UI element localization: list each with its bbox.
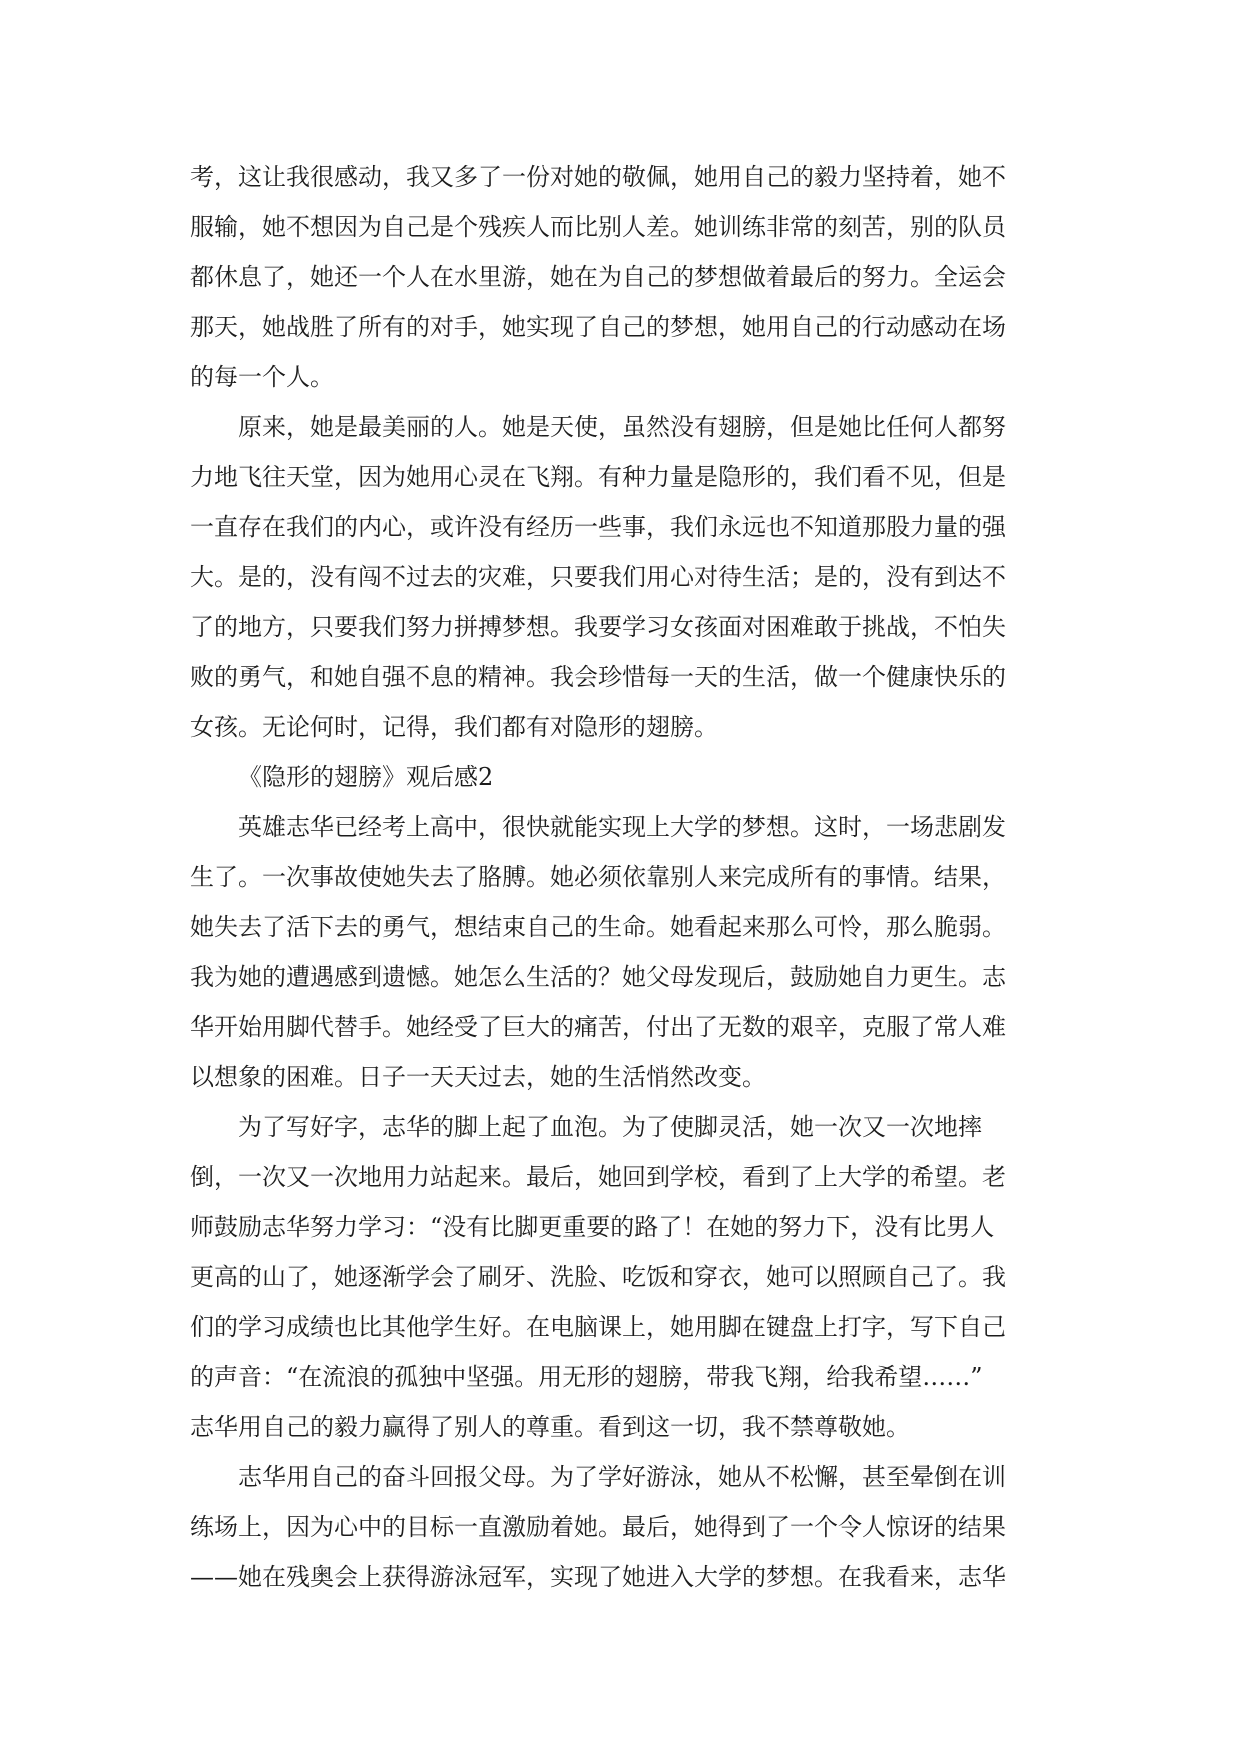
text-line: 考，这让我很感动，我又多了一份对她的敬佩，她用自己的毅力坚持着，她不: [190, 163, 1006, 191]
text-line: 华开始用脚代替手。她经受了巨大的痛苦，付出了无数的艰辛，克服了常人难: [190, 1013, 1006, 1041]
text-line: 们的学习成绩也比其他学生好。在电脑课上，她用脚在键盘上打字，写下自己: [190, 1313, 1006, 1341]
text-line: 以想象的困难。日子一天天过去，她的生活悄然改变。: [190, 1063, 766, 1091]
text-line: 大。是的，没有闯不过去的灾难，只要我们用心对待生活；是的，没有到达不: [190, 563, 1006, 591]
text-line: 生了。一次事故使她失去了胳膊。她必须依靠别人来完成所有的事情。结果，: [190, 863, 1006, 891]
text-line: 了的地方，只要我们努力拼搏梦想。我要学习女孩面对困难敢于挑战，不怕失: [190, 613, 1006, 641]
text-line: 败的勇气，和她自强不息的精神。我会珍惜每一天的生活，做一个健康快乐的: [190, 663, 1006, 691]
text-line: 师鼓励志华努力学习：“没有比脚更重要的路了！在她的努力下，没有比男人: [190, 1213, 995, 1241]
text-line: 更高的山了，她逐渐学会了刷牙、洗脸、吃饭和穿衣，她可以照顾自己了。我: [190, 1263, 1006, 1291]
text-line: 力地飞往天堂，因为她用心灵在飞翔。有种力量是隐形的，我们看不见，但是: [190, 463, 1006, 491]
body-text: [190, 152, 1050, 1602]
text-line: 我为她的遭遇感到遗憾。她怎么生活的？她父母发现后，鼓励她自力更生。志: [190, 963, 1006, 991]
text-line: 为了写好字，志华的脚上起了血泡。为了使脚灵活，她一次又一次地摔: [238, 1113, 982, 1141]
text-line: 一直存在我们的内心，或许没有经历一些事，我们永远也不知道那股力量的强: [190, 513, 1006, 541]
text-line: 都休息了，她还一个人在水里游，她在为自己的梦想做着最后的努力。全运会: [190, 263, 1006, 291]
text-line: 原来，她是最美丽的人。她是天使，虽然没有翅膀，但是她比任何人都努: [238, 413, 1006, 441]
text-line: 练场上，因为心中的目标一直激励着她。最后，她得到了一个令人惊讶的结果: [190, 1513, 1006, 1541]
text-line: 她失去了活下去的勇气，想结束自己的生命。她看起来那么可怜，那么脆弱。: [190, 913, 1006, 941]
text-line: 的每一个人。: [190, 363, 334, 391]
text-line: 的声音：“在流浪的孤独中坚强。用无形的翅膀，带我飞翔，给我希望……”: [190, 1363, 983, 1391]
text-line: 志华用自己的毅力赢得了别人的尊重。看到这一切，我不禁尊敬她。: [190, 1413, 910, 1441]
text-line: 倒，一次又一次地用力站起来。最后，她回到学校，看到了上大学的希望。老: [190, 1163, 1006, 1191]
text-line: 那天，她战胜了所有的对手，她实现了自己的梦想，她用自己的行动感动在场: [190, 313, 1006, 341]
text-line: 志华用自己的奋斗回报父母。为了学好游泳，她从不松懈，甚至晕倒在训: [238, 1463, 1006, 1491]
text-line: 女孩。无论何时，记得，我们都有对隐形的翅膀。: [190, 713, 718, 741]
text-line: 服输，她不想因为自己是个残疾人而比别人差。她训练非常的刻苦，别的队员: [190, 213, 1006, 241]
section-heading: 《隐形的翅膀》观后感2: [238, 763, 494, 791]
text-line: ——她在残奥会上获得游泳冠军，实现了她进入大学的梦想。在我看来，志华: [190, 1563, 1006, 1591]
text-line: 英雄志华已经考上高中，很快就能实现上大学的梦想。这时，一场悲剧发: [238, 813, 1006, 841]
